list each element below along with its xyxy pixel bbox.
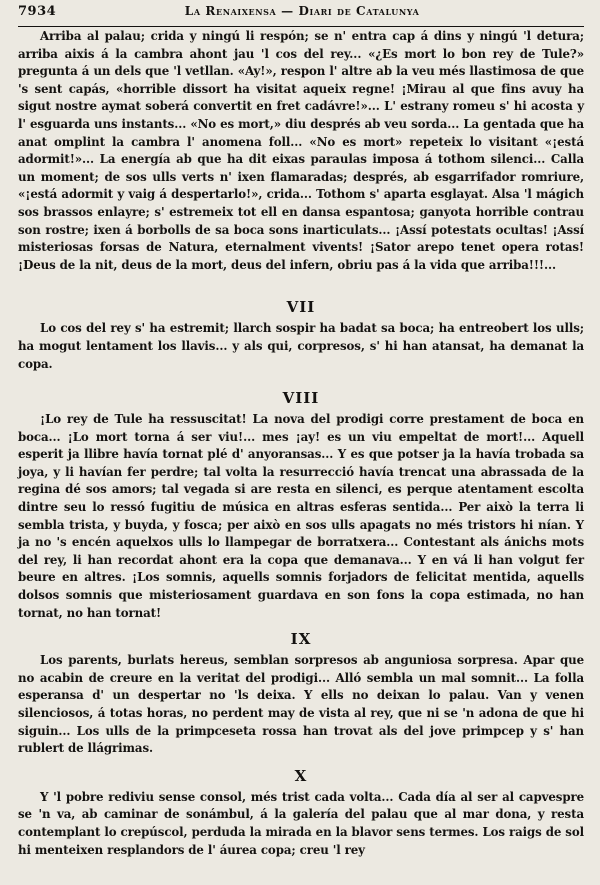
section-ix-paragraph: Los parents, burlats hereus, semblan sorpresos ab anguniosa sorpresa. Apar que no acabin de creure en la veritat del prodigi... Alló sembla un mal somnit... La folla esperansa d' un despertar no 'ls deixa. Y ells no deixan lo palau. Van y venen silenciosos, á totas horas, no perdent may de vista al rey, que ni se 'n adona de que hi siguin... Los ulls de la primpceseta rossa han trovat als del jove primpcep y s' han rublert de llágrimas. bbox=[18, 653, 584, 756]
section-numeral-x: X bbox=[294, 766, 308, 785]
header-rule bbox=[18, 26, 584, 27]
section-viii-paragraph: ¡Lo rey de Tule ha ressuscitat! La nova del prodigi corre prestament de boca en boca... ¡Lo mort torna á ser viu!... mes ¡ay! es un viu empeltat de mort!... Aquell esperit ja llibre havía tornat plé d' anyoransas... Y es que potser ja la havía trobada sa joya, y li havían fer perdre; tal volta la resurrecció havía trencat una abrassada de la regina dé sos amors; tal vegada si are resta en silenci, es perque atentament escolta dintre seu lo ressó fugitiu de música en altras esferas sentida... Per això la terra li sembla trista, y buyda, y fosca; per això en sos ulls apagats no més tristors hi nían. Y ja no 's encén aquelxos ulls lo llampegar de borratxera... Contestant als ánichs mots del rey, li han recordat ahont era la copa que demanava... Y en vá li han volgut fer beure en altres. ¡Los somnis, aquells somnis forjadors de felicitat mentida, aquells dolsos somnis que misteriosament guardava en son fons la copa estimada, no han tornat, no han tornat! bbox=[18, 412, 584, 620]
page-number: 7934 bbox=[18, 4, 57, 19]
section-numeral-viii: VIII bbox=[282, 389, 320, 408]
section-numeral-ix: IX bbox=[290, 630, 312, 649]
section-x-paragraph: Y 'l pobre rediviu sense consol, més trist cada volta... Cada día al ser al capvespre se 'n va, ab caminar de sonámbul, á la galería del palau que al mar dona, y resta contemplant lo crepúscol, perduda la mirada en la blavor sens termes. Los raigs de sol hi menteixen resplandors de l' áurea copa; creu 'l rey bbox=[18, 789, 584, 857]
opening-paragraph: Arriba al palau; crida y ningú li respón; se n' entra cap á dins y ningú 'l detura; arriba aixis á la cambra ahont jau 'l cos del rey... «¿Es mort lo bon rey de Tule?» pregunta á un dels que 'l vetllan. «Ay!», respon l' altre ab la veu més llastimosa de que 's sent capás, «horrible dissort ha visitat aqueix regne! ¡Mirau al que fins avuy ha sigut nostre aymat soberá convertit en fret cadávre!»... L' estrany romeu s' hi acosta y l' esguarda uns instants... «No es mort,» diu després ab veu sorda... La gentada que ha anat omplint la cambra l' anomena foll... «No es mort» repeteix lo visitant «¡está adormit!»... La energía ab que ha dit eixas paraulas imposa á tothom silenci... Calla un moment; de sos ulls verts n' ixen flamaradas; després, ab esgarrifador romriure, «¡está adormit y vaig á despertarlo!», crida... Tothom s' aparta esglayat. Alsa 'l mágich sos brassos enlayre; s' estremeix tot ell en dansa espantosa; ganyota horrible contrau son rostre; ixen á borbolls de sa boca sons inarticulats... ¡Assí potestats ocultas! ¡Assí misteriosas forsas de Natura, eternalment vivents! ¡Sator arepo tenet opera rotas! ¡Deus de la nit, deus de la mort, deus del infern, obriu pas á la vida que arriba!!!... bbox=[18, 29, 584, 272]
section-vii-paragraph: Lo cos del rey s' ha estremit; llarch sospir ha badat sa boca; ha entreobert los ulls; ha mogut lentament los llavis... y als qui, corpresos, s' hi han atansat, ha demanat la copa. bbox=[18, 321, 584, 371]
running-head: La Renaixensa — Diari de Catalunya bbox=[184, 4, 420, 18]
page-header bbox=[18, 4, 584, 26]
section-numeral-vii: VII bbox=[286, 298, 316, 317]
